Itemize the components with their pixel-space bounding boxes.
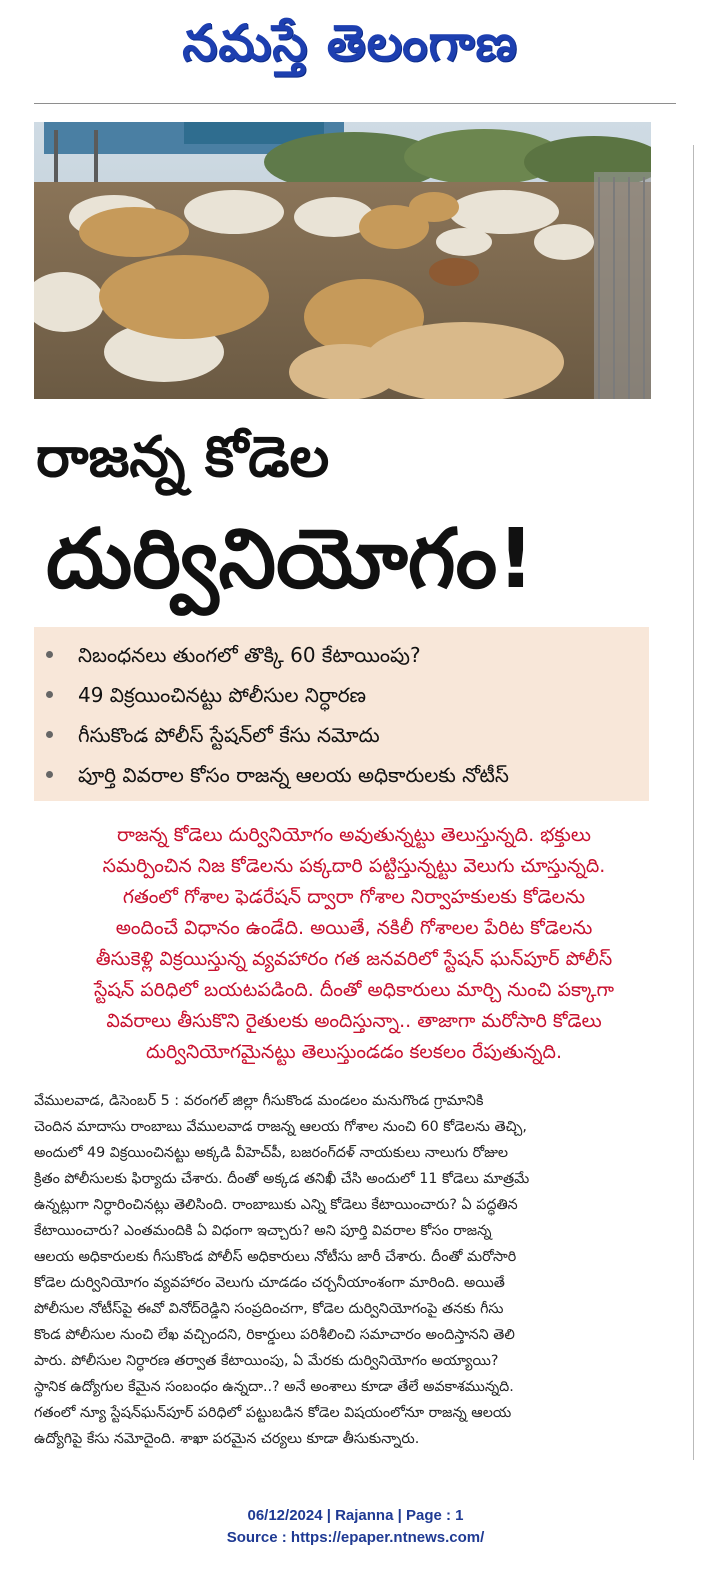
footer-date-page: 06/12/2024 | Rajanna | Page : 1 xyxy=(247,1507,464,1524)
newspaper-logo: నమస్తే తెలంగాణ xyxy=(182,13,518,72)
highlight-item: నిబంధనలు తుంగలో తొక్కి 60 కేటాయింపు? xyxy=(46,637,641,673)
bullet-icon xyxy=(46,771,53,778)
body-line: పారు. పోలీసుల నిర్ధారణ తర్వాత కేటాయింపు, ఏ మేరకు దుర్వినియోగం అయ్యాయి? xyxy=(34,1353,499,1369)
bullet-icon xyxy=(46,731,53,738)
body-line: వేములవాడ, డిసెంబర్ 5 : వరంగల్ జిల్లా గీసుకొండ మండలం మనుగొండ గ్రామానికి xyxy=(34,1093,484,1109)
body-line: ఉద్యోగిపై కేసు నమోదైంది. శాఖా పరమైన చర్యలు కూడా తీసుకున్నారు. xyxy=(34,1431,420,1447)
body-line: అందులో 49 విక్రయించినట్టు అక్కడి వీహెచ్‌పీ, బజరంగ్‌దళ్ నాయకులు నాలుగు రోజుల xyxy=(34,1145,509,1161)
headline-line-2: దుర్వినియోగం! xyxy=(46,512,535,607)
summary-line: స్టేషన్ పరిధిలో బయటపడింది. దీంతో అధికారులు మార్చి నుంచి పక్కాగా xyxy=(94,979,614,1001)
summary-line: దుర్వినియోగమైనట్టు తెలుస్తుండడం కలకలం రేపుతున్నది. xyxy=(146,1041,562,1063)
summary-line: గతంలో గోశాల ఫెడరేషన్ ద్వారా గోశాల నిర్వాహకులకు కోడెలను xyxy=(122,886,586,908)
body-line: కేటాయించారు? ఎంతమందికి ఏ విధంగా ఇచ్చారు? అని పూర్తి వివరాల కోసం రాజన్న xyxy=(34,1223,492,1239)
body-line: చెందిన మాదాసు రాంబాబు వేములవాడ రాజన్న ఆలయ గోశాల నుంచి 60 కోడెలను తెచ్చి, xyxy=(34,1119,527,1135)
summary-line: తీసుకెళ్లి విక్రయిస్తున్న వ్యవహారం గత జనవరిలో స్టేషన్ ఘన్‌పూర్ పోలీస్ xyxy=(95,948,613,970)
summary-line: సమర్పించిన నిజ కోడెలను పక్కదారి పట్టిస్తున్నట్టు వెలుగు చూస్తున్నది. xyxy=(102,855,606,877)
summary-line: వివరాలు తీసుకొని రైతులకు అందిస్తున్నా.. తాజాగా మరోసారి కోడెలు xyxy=(106,1010,602,1032)
masthead xyxy=(0,0,711,100)
body-line: క్రితం పోలీసులకు ఫిర్యాదు చేశారు. దీంతో అక్కడ తనిఖీ చేసి అందులో 11 కోడెలు మాత్రమే xyxy=(34,1171,530,1187)
highlight-item: గీసుకొండ పోలీస్ స్టేషన్‌లో కేసు నమోదు xyxy=(46,717,641,753)
body-line: ఉన్నట్లుగా నిర్ధారించినట్లు తెలిసింది. రాంబాబుకు ఎన్ని కోడెలు కేటాయించారు? ఏ పద్ధతిన xyxy=(34,1197,518,1213)
summary-block xyxy=(44,820,664,1070)
cattle-photo xyxy=(34,122,651,399)
footer-source-link[interactable]: Source : https://epaper.ntnews.com/ xyxy=(226,1529,485,1546)
body-line: పోలీసుల నోటీస్‌పై ఈవో వినోద్‌రెడ్డిని సంప్రదించగా, కోడెల దుర్వినియోగంపై తనకు గీసు xyxy=(34,1301,504,1317)
summary-line: రాజన్న కోడెలు దుర్వినియోగం అవుతున్నట్టు తెలుస్తున్నది. భక్తులు xyxy=(117,824,591,846)
highlights-box xyxy=(34,627,649,801)
body-line: కోడెల దుర్వినియోగం వ్యవహారం వెలుగు చూడడం చర్చనీయాంశంగా మారింది. అయితే xyxy=(34,1275,505,1291)
masthead-divider xyxy=(34,103,676,104)
body-line: స్థానిక ఉద్యోగుల కేమైన సంబంధం ఉన్నదా..? అనే అంశాలు కూడా తేలే అవకాశమున్నది. xyxy=(34,1379,514,1395)
body-line: గతంలో న్యూ స్టేషన్‌ఘన్‌పూర్ పరిధిలో పట్టుబడిన కోడెల విషయంలోనూ రాజన్న ఆలయ xyxy=(34,1405,512,1421)
summary-line: అందించే విధానం ఉండేది. అయితే, నకిలీ గోశాలల పేరిట కోడెలను xyxy=(115,917,593,939)
bullet-icon xyxy=(46,691,53,698)
highlight-item: 49 విక్రయించినట్టు పోలీసుల నిర్ధారణ xyxy=(46,677,641,713)
body-line: కొండ పోలీసుల నుంచి లేఖ వచ్చిందని, రికార్డులు పరిశీలించి సమాచారం అందిస్తానని తెలి xyxy=(34,1327,515,1343)
highlight-item: పూర్తి వివరాల కోసం రాజన్న ఆలయ అధికారులకు నోటీస్ xyxy=(46,757,641,793)
body-line: ఆలయ అధికారులకు గీసుకొండ పోలీస్ అధికారులు నోటీసు జారీ చేశారు. దీంతో మరోసారి xyxy=(34,1249,517,1265)
column-divider xyxy=(693,145,694,1460)
article-body xyxy=(34,1088,682,1468)
bullet-icon xyxy=(46,651,53,658)
headline-line-1: రాజన్న కోడెల xyxy=(36,425,330,490)
page-footer xyxy=(0,1505,711,1555)
